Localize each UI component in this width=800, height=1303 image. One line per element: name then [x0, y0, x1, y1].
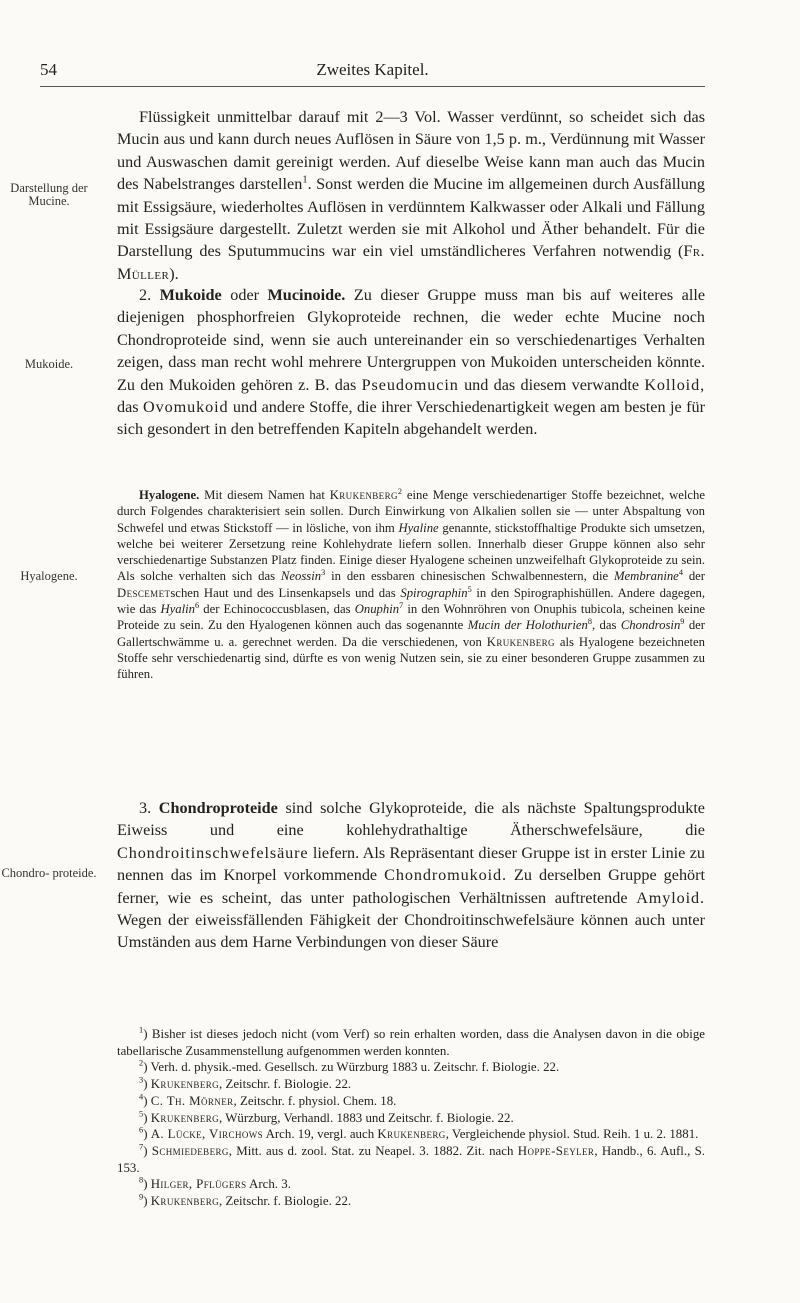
hyal-t10: , das	[591, 618, 617, 633]
footnote-ref-1: 1	[302, 174, 308, 186]
footnote-number: 2	[139, 1059, 144, 1069]
section-number-3: 3.	[139, 799, 152, 817]
footnote-text: , Zeitschr. f. physiol. Chem. 18.	[233, 1093, 397, 1108]
footnote-author: Krukenberg	[150, 1194, 220, 1209]
hyal-t2: eine Menge verschiedenartiger Stoffe bezeichnet, welche durch Folgendes charakterisiert sein sollen. Durch Einwirkung von Alkalien sollen sie — unter Abspaltung von Schwefel und etwas Stickstoff — in lösliche, von ihm	[117, 488, 706, 535]
term-chondromukoid: Chondromukoid.	[384, 866, 507, 885]
footnote-text-2: , Vergleichende physiol. Stud. Reih. 1 u. 2. 1881.	[445, 1127, 699, 1142]
hyal-t6: schen Haut und des Linsenkapsels und das	[170, 585, 396, 600]
p1-rest: . Sonst werden die Mucine im allgemeinen durch Ausfällung mit Essigsäure, wiederholtes Auflösen in verdünntem Kalkwasser oder Alkali und Fällung mit Essigsäure dargestellt. Zuletzt werden sie mit Alkohol und Äther behandelt. Für die Darstellung des Sputummucins war ein viel umständlicheres Verfahren notwendig (	[117, 175, 705, 261]
term-hyaline: Hyaline	[398, 520, 439, 535]
author-krukenberg-2: Krukenberg	[486, 634, 555, 649]
term-amyloid: Amyloid.	[636, 888, 705, 907]
footnote-ref-4: 4	[678, 568, 683, 578]
term-chondrosin: Chondrosin	[620, 618, 681, 633]
footnote-8: $^8$) Hilger, Pflügers Arch. 3.	[139, 1176, 291, 1192]
footnote-text: Arch. 19, vergl. auch	[263, 1127, 378, 1142]
margin-note-mukoide: Mukoide.	[24, 357, 74, 371]
footnote-author: Krukenberg	[150, 1110, 220, 1125]
footnote-number: 6	[139, 1125, 144, 1135]
footnotes	[117, 1026, 705, 1210]
footnote-7: $^7$) Schmiedeberg, Mitt. aus d. zool. Stat. zu Neapel. 3. 1882. Zit. nach Hoppe-Seyler, Handb., 6. Aufl., S. 153.	[117, 1142, 705, 1175]
running-header	[40, 60, 705, 82]
footnote-author: A. Lücke, Virchows	[150, 1127, 264, 1142]
footnote-number: 5	[139, 1109, 144, 1119]
margin-note-chondroproteide: Chondro- proteide.	[1, 866, 97, 880]
footnote-text: , Mitt. aus d. zool. Stat. zu Neapel. 3. 1882. Zit. nach	[228, 1143, 518, 1158]
footnote-ref-5: 5	[467, 584, 472, 594]
term-chondroitinschwefelsaeure: Chondroitinschwefelsäure	[117, 843, 309, 862]
page-number: 54	[40, 60, 57, 79]
term-pseudomucin: Pseudomucin	[361, 375, 459, 394]
section-number-2: 2.	[139, 286, 152, 304]
footnote-text-2: , Handb., 6. Aufl., S. 153.	[117, 1143, 705, 1175]
term-ovomukoid: Ovomukoid	[143, 398, 229, 417]
term-membranine: Membranine	[613, 569, 679, 584]
term-neossin: Neossin	[280, 569, 322, 584]
footnote-number: 1	[139, 1025, 144, 1035]
footnote-ref-3: 3	[321, 568, 326, 578]
hyal-t7: in den Spirographishüllen. Andere dagegen, wie das	[117, 585, 706, 617]
header-rule	[40, 86, 705, 87]
hyal-t4: in den essbaren chinesischen Schwalbennestern, die	[331, 569, 609, 584]
footnote-author: Schmiedeberg	[151, 1143, 229, 1158]
footnote-ref-9: 9	[680, 617, 685, 627]
paragraph-mukoide	[117, 284, 705, 441]
p3-t2: liefern. Als Repräsentant dieser Gruppe ist in erster Linie zu nennen das im Knorpel vorkommende	[117, 843, 706, 885]
term-kolloid: Kolloid,	[644, 375, 706, 394]
hyal-t9: in den Wohnröhren von Onuphis tubicola, scheinen keine Proteide zu sein. Zu den Hyalogenen können auch das sogenannte	[117, 602, 706, 633]
margin-note-hyalogene: Hyalogene.	[20, 569, 78, 583]
p2-or: oder	[230, 286, 260, 304]
paragraph-hyalogene	[117, 487, 705, 683]
footnote-number: 4	[139, 1092, 144, 1102]
footnote-author-2: Hoppe-Seyler	[517, 1143, 595, 1158]
footnote-author: Hilger, Pflügers	[150, 1177, 247, 1192]
footnote-3: $^3$) Krukenberg, Zeitschr. f. Biologie. 22.	[139, 1075, 352, 1092]
heading-hyalogene: Hyalogene.	[139, 488, 200, 502]
paragraph-chondroproteide	[117, 797, 705, 954]
paragraph-1	[117, 106, 705, 285]
chapter-title: Zweites Kapitel.	[316, 60, 429, 79]
footnote-5: $^5$) Krukenberg, Würzburg, Verhandl. 1883 und Zeitschr. f. Biologie. 22.	[139, 1109, 514, 1125]
footnote-number: 7	[139, 1142, 144, 1152]
p1-end: ).	[169, 264, 179, 283]
hyal-t1: Mit diesem Namen hat	[204, 488, 325, 502]
p2-und: und das diesem verwandte	[464, 375, 640, 394]
footnote-text: , Würzburg, Verhandl. 1883 und Zeitschr. f. Biologie. 22.	[219, 1110, 514, 1125]
p2-text-2: und andere Stoffe, die ihrer Verschiedenartigkeit wegen am besten je für sich gesondert in den betreffenden Kapiteln abgehandelt werden.	[117, 398, 705, 439]
footnote-ref-8: 8	[587, 617, 592, 627]
footnote-text: Arch. 3.	[246, 1177, 291, 1192]
footnote-text: Bisher ist dieses jedoch nicht (vom Verf) so rein erhalten worden, dass die Analysen davon in die obige tabellarische Zusammenstellung aufgenommen werden konnten.	[117, 1027, 706, 1058]
heading-mukoide: Mukoide	[159, 286, 222, 304]
footnote-2: $^2$) Verh. d. physik.-med. Gesellsch. zu Würzburg 1883 u. Zeitschr. f. Biologie. 22.	[139, 1059, 560, 1075]
footnote-author: C. Th. Mörner	[150, 1093, 234, 1108]
p3-t3: Zu derselben Gruppe gehört ferner, wie es scheint, das unter pathologischen Verhältnissen auftretende	[117, 866, 706, 907]
footnote-ref-2: 2	[397, 486, 403, 496]
p2-text-1: Zu dieser Gruppe muss man bis auf weiteres alle diejenigen phosphorfreien Glykoproteide rechnen, die weder echte Mucine noch Chondroproteide sind, wenn sie auch untereinander ein so verschiedenartiges Verhalten zeigen, dass man recht wohl mehrere Untergruppen von Mukoiden unterscheiden könnte. Zu den Mukoiden gehören z. B. das	[117, 286, 706, 394]
hyal-t3: genannte, stickstoffhaltige Produkte sich umsetzen, welche bei weiterer Zersetzung reine Kohlehydrate liefern sollen. Innerhalb dieser Gruppe können also sehr verschiedenartige Substanzen Platz finden. Einige dieser Hyalogene scheinen unzweifelhaft Glykoproteide zu sein. Als solche verhalten sich das	[117, 520, 705, 584]
footnote-1: $^1$) Bisher ist dieses jedoch nicht (vom Verf) so rein erhalten worden, dass die Analysen davon in die obige tabellarische Zusammenstellung aufgenommen werden konnten.	[117, 1025, 706, 1058]
p3-t4: Wegen der eiweissfällenden Fähigkeit der Chondroitinschwefelsäure können auch unter Umständen aus dem Harne Verbindungen von dieser Säure	[117, 911, 705, 952]
footnote-number: 8	[139, 1176, 144, 1186]
term-hyalin: Hyalin	[160, 602, 195, 617]
term-onuphin: Onuphin	[354, 602, 400, 617]
hyal-t8: der Echinococcusblasen, das	[203, 602, 351, 617]
footnote-4: $^4$) C. Th. Mörner, Zeitschr. f. physiol. Chem. 18.	[139, 1092, 397, 1108]
footnote-6: $^6$) A. Lücke, Virchows Arch. 19, vergl. auch Krukenberg, Vergleichende physiol. Stud. Reih. 1 u. 2. 1881.	[139, 1125, 699, 1142]
footnote-author: Krukenberg	[150, 1077, 220, 1092]
term-spirographin: Spirographin	[400, 585, 468, 600]
footnote-author-2: Krukenberg	[377, 1127, 446, 1142]
term-mucin-holothurien: Mucin der Holothurien	[467, 618, 588, 633]
author-descemet: Descemet	[117, 585, 171, 600]
margin-note-darstellung: Darstellung der Mucine.	[10, 181, 88, 208]
heading-mucinoide: Mucinoide.	[267, 286, 346, 304]
author-krukenberg: Krukenberg	[329, 488, 398, 502]
heading-chondroproteide: Chondroproteide	[158, 799, 278, 817]
footnote-text: , Zeitschr. f. Biologie. 22.	[219, 1194, 352, 1209]
footnote-ref-6: 6	[195, 600, 200, 610]
footnote-ref-7: 7	[399, 600, 404, 610]
p1-text: Flüssigkeit unmittelbar darauf mit 2—3 Vol. Wasser verdünnt, so scheidet sich das Mucin aus und kann durch neues Auflösen in Säure von 1,5 p. m., Verdünnung mit Wasser und Auswaschen damit gereinigt werden. Auf dieselbe Weise kann man auch das Mucin des Nabelstranges darstellen	[117, 108, 705, 194]
p3-t1: sind solche Glykoproteide, die als nächste Spaltungsprodukte Eiweiss und eine kohlehydrathaltige Ätherschwefelsäure, die	[117, 799, 705, 840]
hyal-t5: der	[688, 569, 706, 584]
hyal-t11: der Gallertschwämme u. a. gerechnet werden. Da die verschiedenen, von	[117, 618, 706, 649]
footnote-text: Verh. d. physik.-med. Gesellsch. zu Würzburg 1883 u. Zeitschr. f. Biologie. 22.	[150, 1060, 560, 1075]
hyal-t12: als Hyalogene bezeichneten Stoffe sehr verschiedenartig sind, dürfte es von wenig Nutzen sein, sie zu einer besonderen Gruppe zusammen zu führen.	[117, 634, 705, 682]
author-mueller: Fr. Müller	[117, 242, 705, 283]
footnote-text: , Zeitschr. f. Biologie. 22.	[219, 1077, 352, 1092]
footnote-number: 3	[139, 1075, 144, 1085]
footnote-9: $^9$) Krukenberg, Zeitschr. f. Biologie. 22.	[139, 1192, 352, 1209]
footnote-number: 9	[139, 1192, 144, 1202]
p2-das: das	[117, 398, 139, 417]
